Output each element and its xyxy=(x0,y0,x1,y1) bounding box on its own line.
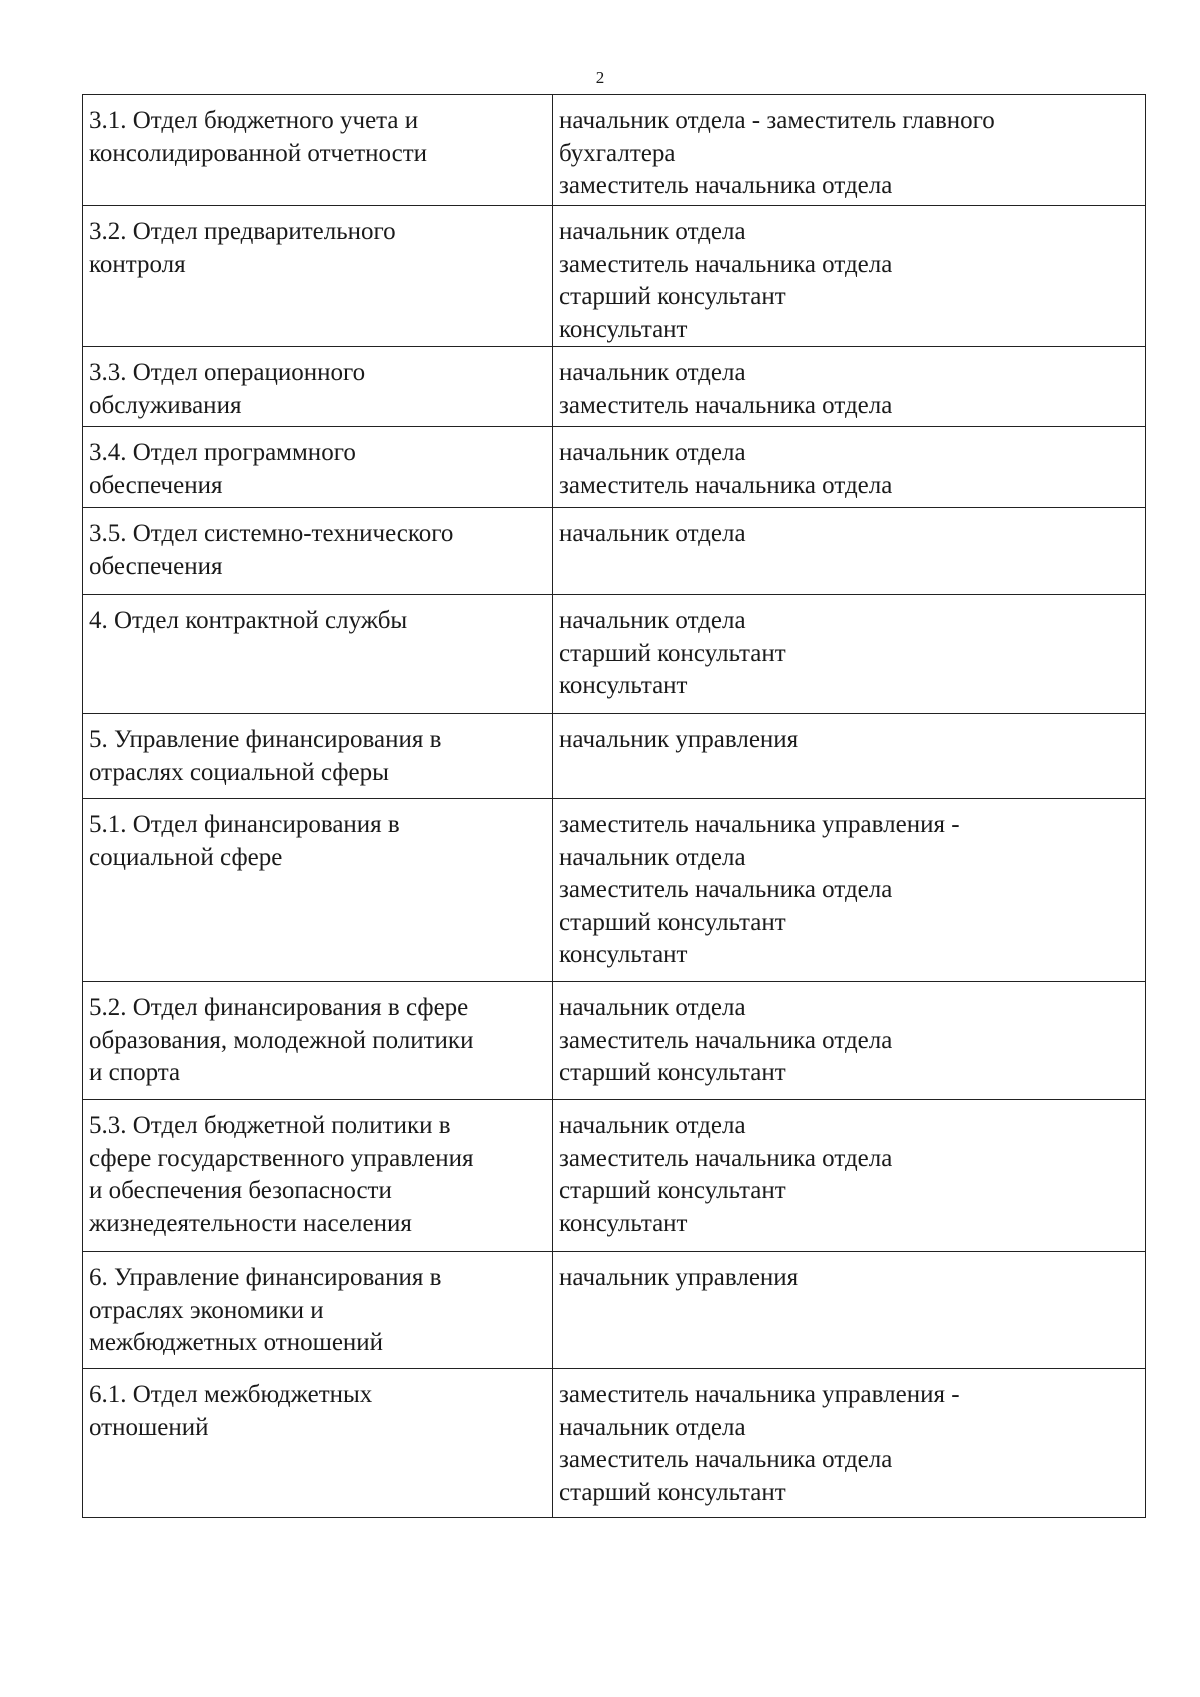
position-line: заместитель начальника отдела xyxy=(559,1026,893,1054)
positions-cell xyxy=(553,206,1146,347)
position-line: начальник отдела xyxy=(559,994,746,1021)
unit-line: 3.3. Отдел операционного xyxy=(89,359,366,386)
position-line: заместитель начальника отдела xyxy=(559,471,893,499)
unit-line: 6.1. Отдел межбюджетных xyxy=(89,1381,373,1408)
unit-cell xyxy=(83,714,553,799)
position-line: заместитель начальника отдела xyxy=(559,1446,893,1473)
unit-line: обеспечения xyxy=(89,471,223,499)
table-row xyxy=(83,714,1146,799)
position-line: заместитель начальника отдела xyxy=(559,1144,893,1172)
position-line: начальник отдела xyxy=(559,1112,746,1139)
position-line: заместитель начальника управления - xyxy=(559,811,960,838)
position-line: старший консультант xyxy=(559,1177,786,1204)
positions-cell xyxy=(553,1369,1146,1518)
position-line: заместитель начальника отдела xyxy=(559,250,893,278)
position-line: старший консультант xyxy=(559,283,786,310)
unit-line: 4. Отдел контрактной службы xyxy=(89,607,408,634)
unit-line: 5. Управление финансирования в xyxy=(89,726,442,753)
unit-line: 5.3. Отдел бюджетной политики в xyxy=(89,1112,451,1139)
table-row xyxy=(83,1252,1146,1369)
unit-line: жизнедеятельности населения xyxy=(89,1209,412,1237)
position-line: старший консультант xyxy=(559,908,786,936)
position-line: заместитель начальника отдела xyxy=(559,876,893,903)
positions-cell xyxy=(553,799,1146,982)
unit-line: и спорта xyxy=(89,1059,181,1086)
position-line: начальник отдела xyxy=(559,843,746,871)
position-line: начальник отдела xyxy=(559,359,746,386)
position-line: начальник отдела xyxy=(559,520,746,547)
unit-cell xyxy=(83,95,553,206)
position-line: консультант xyxy=(559,941,688,968)
positions-cell xyxy=(553,714,1146,799)
unit-line: 3.4. Отдел программного xyxy=(89,439,356,466)
page-number: 2 xyxy=(595,68,605,87)
unit-line: межбюджетных отношений xyxy=(89,1329,384,1356)
table-row xyxy=(83,799,1146,982)
staff-positions-table xyxy=(82,94,1146,1518)
unit-line: обслуживания xyxy=(89,391,242,419)
positions-cell xyxy=(553,595,1146,714)
unit-line: 5.2. Отдел финансирования в сфере xyxy=(89,994,469,1021)
unit-line: отношений xyxy=(89,1413,209,1441)
unit-line: и обеспечения безопасности xyxy=(89,1177,392,1204)
unit-cell xyxy=(83,982,553,1100)
table-row xyxy=(83,1100,1146,1252)
table-row xyxy=(83,982,1146,1100)
unit-line: сфере государственного управления xyxy=(89,1144,474,1172)
position-line: консультант xyxy=(559,672,688,699)
position-line: начальник отдела xyxy=(559,1413,746,1441)
unit-cell xyxy=(83,508,553,595)
position-line: консультант xyxy=(559,1209,688,1237)
unit-line: 6. Управление финансирования в xyxy=(89,1264,442,1291)
positions-cell xyxy=(553,982,1146,1100)
positions-cell xyxy=(553,427,1146,508)
unit-cell xyxy=(83,1369,553,1518)
table-row xyxy=(83,1369,1146,1518)
position-line: старший консультант xyxy=(559,1059,786,1086)
positions-cell xyxy=(553,347,1146,427)
positions-cell xyxy=(553,95,1146,206)
table-row xyxy=(83,427,1146,508)
position-line: заместитель начальника управления - xyxy=(559,1381,960,1408)
positions-cell xyxy=(553,508,1146,595)
unit-line: 3.1. Отдел бюджетного учета и xyxy=(89,107,419,134)
unit-cell xyxy=(83,1100,553,1252)
table-row xyxy=(83,206,1146,347)
unit-line: отраслях социальной сферы xyxy=(89,758,389,786)
position-line: бухгалтера xyxy=(559,139,676,167)
unit-line: консолидированной отчетности xyxy=(89,139,428,167)
position-line: старший консультант xyxy=(559,639,786,667)
position-line: начальник отдела xyxy=(559,218,746,245)
positions-cell xyxy=(553,1100,1146,1252)
position-line: начальник отдела xyxy=(559,607,746,634)
position-line: начальник отдела xyxy=(559,439,746,466)
unit-cell xyxy=(83,347,553,427)
unit-line: обеспечения xyxy=(89,552,223,580)
unit-line: контроля xyxy=(89,250,186,278)
position-line: заместитель начальника отдела xyxy=(559,391,893,419)
position-line: начальник отдела - заместитель главного xyxy=(559,107,995,134)
positions-cell xyxy=(553,1252,1146,1369)
position-line: начальник управления xyxy=(559,1264,799,1291)
unit-line: образования, молодежной политики xyxy=(89,1026,474,1054)
position-line: консультант xyxy=(559,315,688,343)
position-line: заместитель начальника отдела xyxy=(559,172,893,199)
table-row xyxy=(83,595,1146,714)
position-line: старший консультант xyxy=(559,1478,786,1506)
table-row xyxy=(83,95,1146,206)
unit-line: отраслях экономики и xyxy=(89,1296,324,1324)
table-row xyxy=(83,347,1146,427)
unit-line: социальной сфере xyxy=(89,843,283,871)
unit-line: 3.5. Отдел системно-технического xyxy=(89,520,454,547)
unit-line: 3.2. Отдел предварительного xyxy=(89,218,396,245)
unit-cell xyxy=(83,799,553,982)
unit-cell xyxy=(83,595,553,714)
unit-cell xyxy=(83,1252,553,1369)
table-row xyxy=(83,508,1146,595)
unit-cell xyxy=(83,206,553,347)
unit-cell xyxy=(83,427,553,508)
unit-line: 5.1. Отдел финансирования в xyxy=(89,811,400,838)
position-line: начальник управления xyxy=(559,726,799,753)
